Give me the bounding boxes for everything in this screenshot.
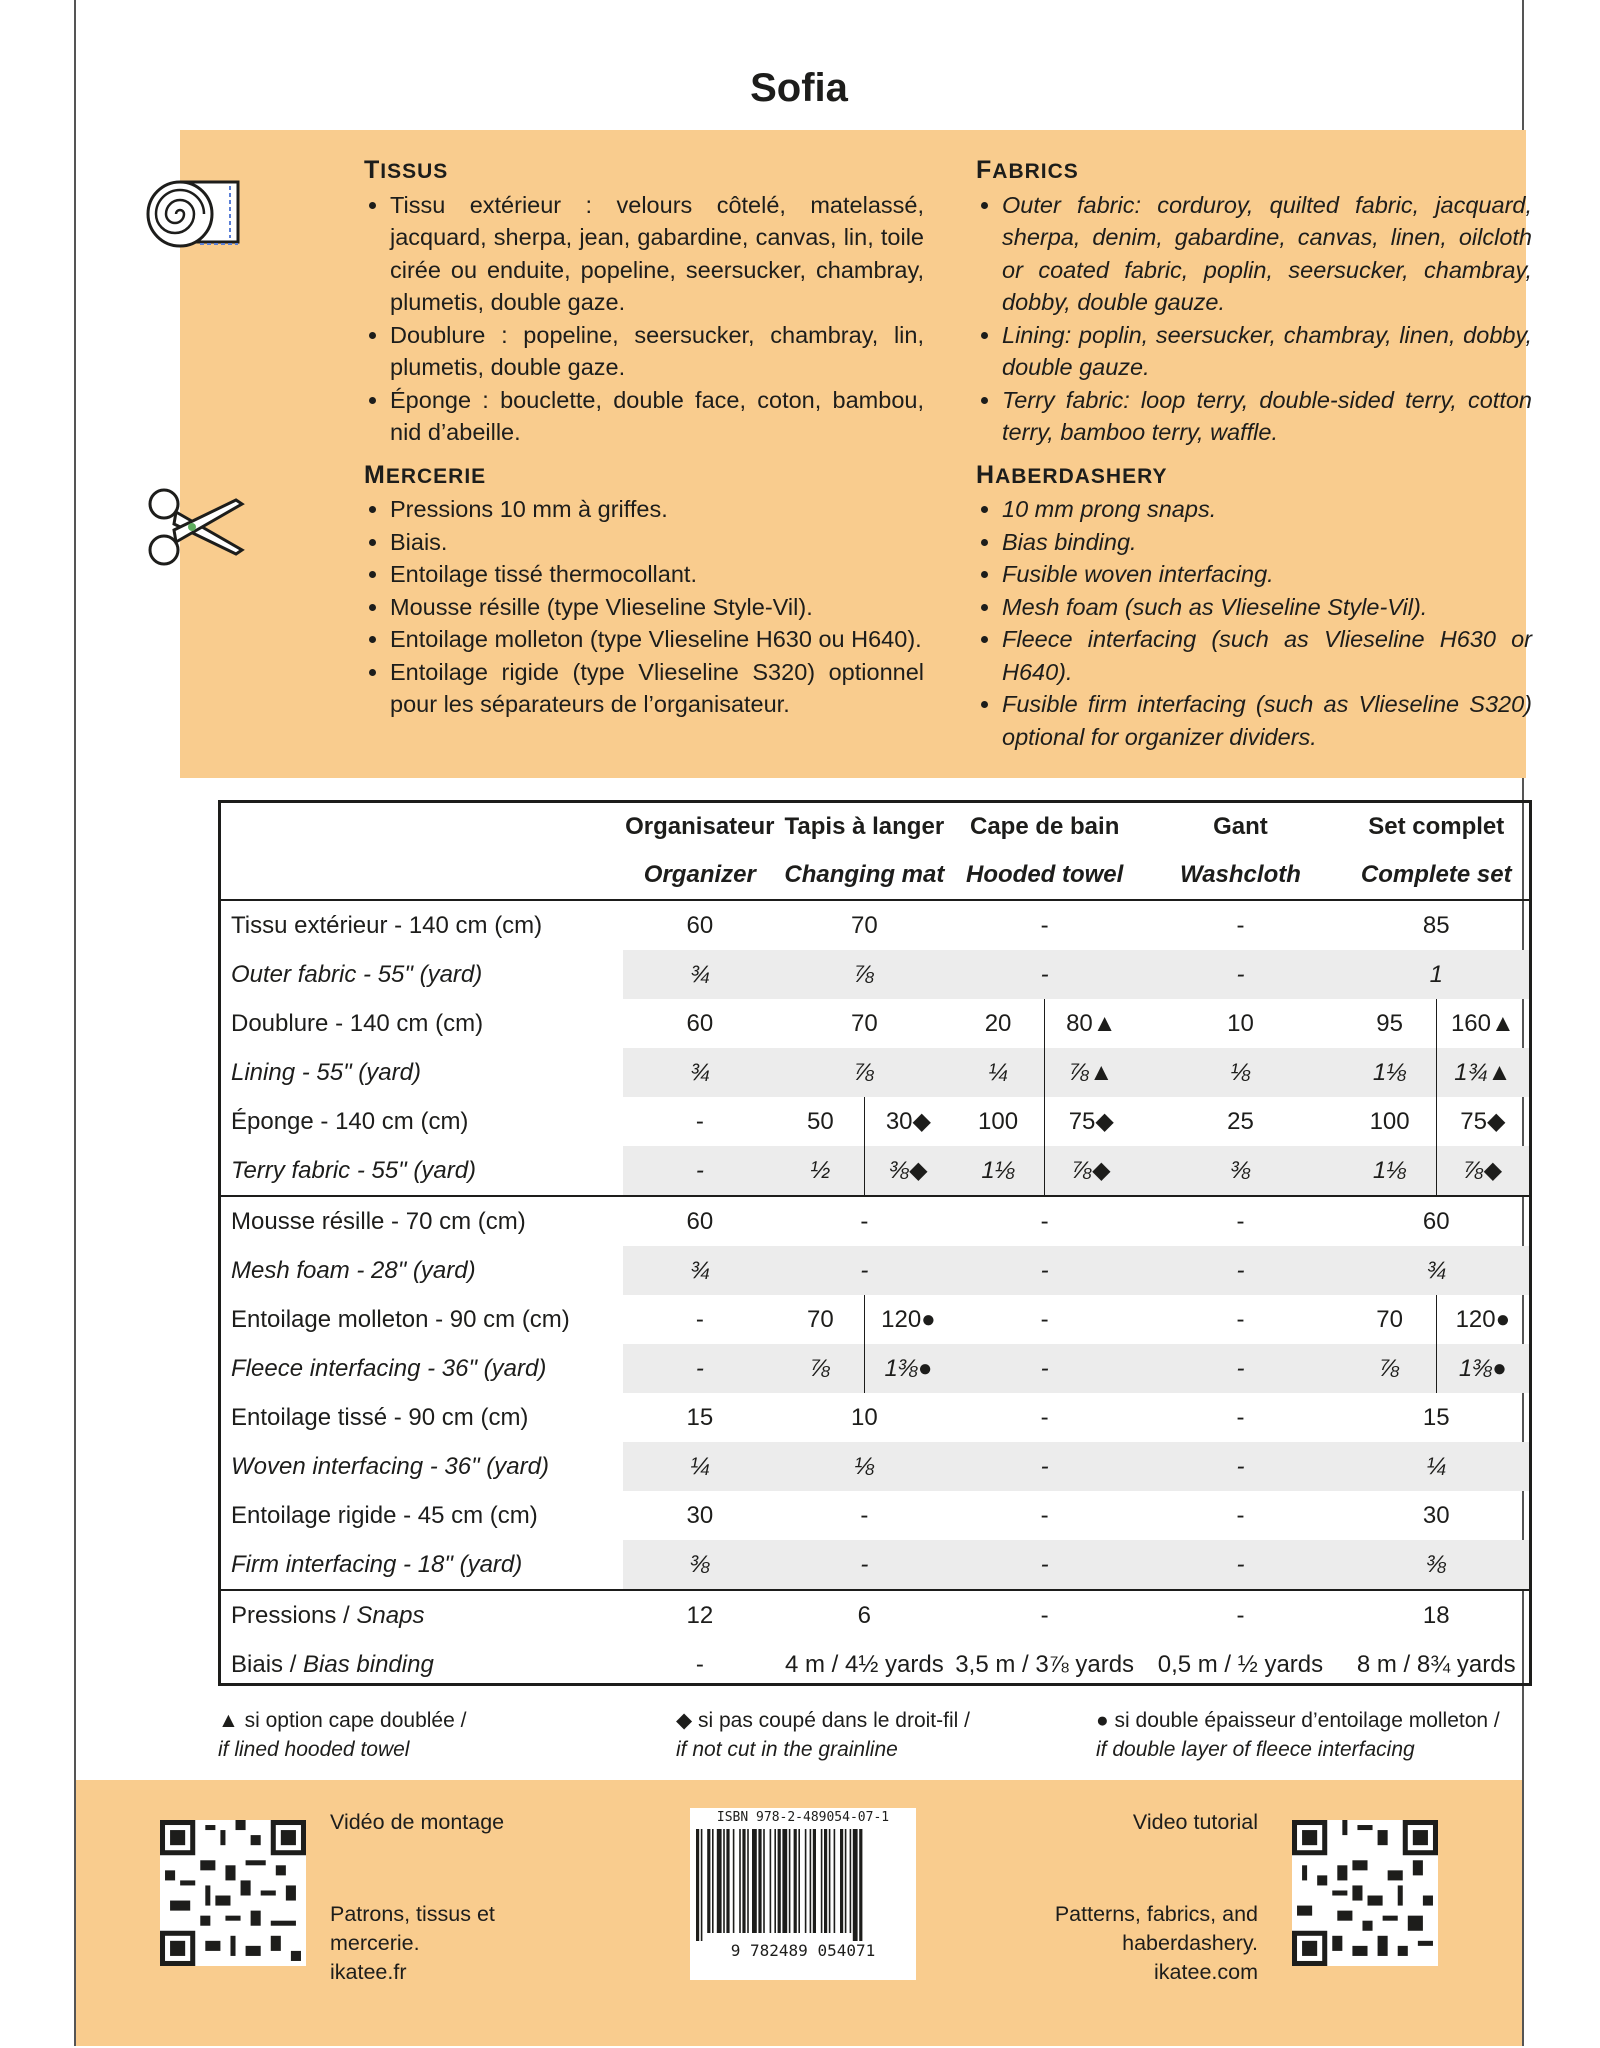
table-cell: 70 xyxy=(806,1305,834,1333)
table-cell: 3,5 m / 3⅞ yards xyxy=(955,1650,1135,1678)
scissors-icon xyxy=(146,484,246,570)
table-cell: - xyxy=(1040,1501,1049,1529)
barcode-bar xyxy=(726,1829,729,1933)
list-item: • Mousse résille (type Vlieseline Style-Vil). xyxy=(390,591,924,624)
table-cell: ¾ xyxy=(1343,1246,1529,1295)
barcode-number: 9 782489 054071 xyxy=(730,1941,876,1960)
table-cell: - xyxy=(623,1146,777,1196)
table-cell: 75◆ xyxy=(1045,1097,1138,1146)
table-cell: - xyxy=(952,1442,1137,1491)
table-row xyxy=(221,1640,1529,1689)
barcode-bar xyxy=(707,1829,710,1933)
column-header: Gant xyxy=(1213,813,1268,840)
table-cell: 50 xyxy=(806,1107,834,1135)
barcode-bar xyxy=(712,1829,714,1933)
footnote-fr: ● si double épaisseur d’entoilage molleton / xyxy=(1096,1709,1500,1732)
footnote-en: if lined hooded towel xyxy=(218,1738,410,1761)
table-cell: 15 xyxy=(1422,1403,1450,1431)
table-cell: - xyxy=(1236,1501,1245,1529)
barcode-bar xyxy=(701,1829,703,1941)
table-cell: - xyxy=(1137,1442,1343,1491)
list-item: • Biais. xyxy=(390,526,924,559)
shop-label-fr: Patrons, tissus et mercerie. xyxy=(330,1902,495,1955)
row-label: Entoilage rigide - 45 cm (cm) xyxy=(231,1501,538,1529)
table-row xyxy=(221,1146,1529,1196)
table-cell: - xyxy=(1236,1403,1245,1431)
table-row xyxy=(221,999,1529,1048)
table-row xyxy=(221,1048,1529,1097)
table-row xyxy=(221,1393,1529,1442)
table-cell: ⅞◆ xyxy=(1436,1146,1529,1196)
table-cell: ⅞ xyxy=(777,1048,952,1097)
table-cell: 120● xyxy=(864,1295,952,1344)
column-header: Complete set xyxy=(1343,851,1529,900)
table-cell: - xyxy=(1137,1344,1343,1393)
table-cell: - xyxy=(1040,911,1049,939)
table-cell: 160▲ xyxy=(1436,999,1529,1048)
footnote-lined xyxy=(218,1706,466,1764)
row-label: Mesh foam - 28" (yard) xyxy=(221,1246,623,1295)
column-header: Hooded towel xyxy=(952,851,1137,900)
column-header: Cape de bain xyxy=(969,813,1120,840)
table-cell: ¼ xyxy=(623,1442,777,1491)
table-cell: - xyxy=(952,1196,1137,1246)
table-cell: 70 xyxy=(1376,1305,1403,1333)
table-row xyxy=(221,1295,1529,1344)
barcode-bar xyxy=(853,1829,858,1941)
table-cell: ⅞ xyxy=(1343,1344,1436,1393)
notions-fr-heading: MERCERIE xyxy=(364,460,487,489)
table-row xyxy=(221,1442,1529,1491)
table-cell: 80▲ xyxy=(1045,999,1138,1048)
pattern-back-cover xyxy=(74,0,1532,2046)
table-cell: ¾ xyxy=(623,950,777,999)
row-label: Woven interfacing - 36" (yard) xyxy=(221,1442,623,1491)
row-label-fr: Pressions / xyxy=(231,1601,357,1629)
barcode-bar xyxy=(747,1829,749,1933)
table-cell: ⅞ xyxy=(777,950,952,999)
list-item: • Entoilage rigide (type Vlieseline S320) optionnel pour les séparateurs de l’organisateur. xyxy=(390,656,924,721)
notions-en-list xyxy=(976,493,1532,753)
barcode-bar xyxy=(733,1829,735,1933)
list-item: • Fleece interfacing (such as Vlieseline H630 or H640). xyxy=(1002,623,1532,688)
table-cell: ⅞ xyxy=(777,1344,865,1393)
table-cell: ¾ xyxy=(623,1048,777,1097)
table-cell: - xyxy=(1040,1403,1049,1431)
row-label-en: Snaps xyxy=(356,1601,425,1629)
table-cell: - xyxy=(1137,1540,1343,1590)
list-item: • Fusible woven interfacing. xyxy=(1002,558,1532,591)
table-cell: ⅞◆ xyxy=(1045,1146,1138,1196)
table-cell: 15 xyxy=(686,1403,714,1431)
row-label: Tissu extérieur - 140 cm (cm) xyxy=(231,911,543,939)
table-row xyxy=(221,1246,1529,1295)
table-cell: 18 xyxy=(1343,1590,1529,1640)
table-cell: ⅜ xyxy=(623,1540,777,1590)
table-cell: - xyxy=(1236,1305,1245,1333)
barcode-bar xyxy=(752,1829,757,1933)
table-cell: ⅞▲ xyxy=(1045,1048,1138,1097)
fabrics-fr-list xyxy=(364,189,924,449)
barcode-bar xyxy=(739,1829,741,1933)
barcode-bar xyxy=(850,1829,852,1933)
table-cell: 1⅛ xyxy=(1343,1146,1436,1196)
table-cell: - xyxy=(860,1501,869,1529)
list-item: • Bias binding. xyxy=(1002,526,1532,559)
row-label: Entoilage molleton - 90 cm (cm) xyxy=(231,1305,570,1333)
table-cell: 70 xyxy=(851,911,878,939)
fabrics-en-heading: FABRICS xyxy=(976,156,1079,184)
table-cell: 0,5 m / ½ yards xyxy=(1157,1650,1324,1678)
isbn-text: ISBN 978-2-489054-07-1 xyxy=(716,1810,890,1825)
table-cell: 75◆ xyxy=(1436,1097,1529,1146)
table-cell: 30 xyxy=(1422,1501,1450,1529)
fabrics-en-list xyxy=(976,189,1532,449)
row-label: Éponge - 140 cm (cm) xyxy=(231,1107,469,1135)
shop-label-en: Patterns, fabrics, and haberdashery. xyxy=(1054,1902,1258,1955)
barcode-bar xyxy=(794,1829,797,1933)
qr-code-icon[interactable] xyxy=(160,1820,306,1966)
table-cell: 8 m / 8¾ yards xyxy=(1356,1650,1516,1678)
materials-en xyxy=(976,154,1532,763)
table-cell: 20 xyxy=(984,1009,1012,1037)
row-label xyxy=(221,1590,623,1640)
barcode-bar xyxy=(805,1829,807,1933)
table-cell: ¼ xyxy=(1343,1442,1529,1491)
barcode-bar xyxy=(758,1829,761,1933)
barcode-bar xyxy=(798,1829,800,1933)
table-row xyxy=(221,1540,1529,1590)
row-label xyxy=(221,1640,623,1689)
table-cell: 10 xyxy=(851,1403,878,1431)
table-row xyxy=(221,900,1529,950)
table-cell: - xyxy=(952,1246,1137,1295)
notions-fr-list xyxy=(364,493,924,721)
row-label: Firm interfacing - 18" (yard) xyxy=(221,1540,623,1590)
barcode-bar xyxy=(810,1829,812,1933)
table-cell: - xyxy=(1137,950,1343,999)
table-cell: - xyxy=(695,1305,704,1333)
barcode-bar xyxy=(778,1829,781,1933)
table-cell: 30◆ xyxy=(864,1097,952,1146)
barcode-bar xyxy=(834,1829,836,1933)
table-row xyxy=(221,1590,1529,1640)
list-item: • Pressions 10 mm à griffes. xyxy=(390,493,924,526)
row-label: Outer fabric - 55" (yard) xyxy=(221,950,623,999)
table-cell: 1⅜● xyxy=(1436,1344,1529,1393)
table-cell: - xyxy=(1137,1590,1343,1640)
list-item: • Entoilage tissé thermocollant. xyxy=(390,558,924,591)
list-item: • Mesh foam (such as Vlieseline Style-Vil). xyxy=(1002,591,1532,624)
table-cell: 1⅛ xyxy=(952,1146,1045,1196)
footnote-fr: ◆ si pas coupé dans le droit-fil / xyxy=(676,1709,970,1732)
table-cell: ¾ xyxy=(623,1246,777,1295)
list-item: • Doublure : popeline, seersucker, chambray, lin, plumetis, double gaze. xyxy=(390,319,924,384)
barcode-bar xyxy=(821,1829,823,1933)
table-cell: - xyxy=(1236,911,1245,939)
list-item: • 10 mm prong snaps. xyxy=(1002,493,1532,526)
table-cell: 1⅜● xyxy=(864,1344,952,1393)
video-label-en: Video tutorial xyxy=(1132,1810,1258,1834)
table-cell: - xyxy=(1137,1196,1343,1246)
notions-en-heading: HABERDASHERY xyxy=(976,460,1168,489)
barcode-bar xyxy=(824,1829,827,1933)
fabrics-fr-heading: TISSUS xyxy=(364,156,449,184)
footnote-fleece xyxy=(1096,1706,1500,1764)
barcode-bar xyxy=(717,1829,722,1933)
row-label: Doublure - 140 cm (cm) xyxy=(231,1009,484,1037)
table-cell: - xyxy=(777,1540,952,1590)
column-header: Organisateur xyxy=(625,813,775,840)
yardage-table xyxy=(218,800,1532,1686)
table-cell: - xyxy=(952,1344,1137,1393)
column-header: Changing mat xyxy=(777,851,952,900)
table-cell: ⅜◆ xyxy=(864,1146,952,1196)
table-cell: - xyxy=(952,1540,1137,1590)
video-label-fr: Vidéo de montage xyxy=(330,1810,505,1834)
list-item: • Lining: poplin, seersucker, chambray, linen, dobby, double gauze. xyxy=(1002,319,1532,384)
table-cell: 4 m / 4½ yards xyxy=(784,1650,944,1678)
list-item: • Fusible firm interfacing (such as Vlieseline S320) optional for organizer dividers. xyxy=(1002,688,1532,753)
table-row xyxy=(221,1097,1529,1146)
table-cell: - xyxy=(1040,1305,1049,1333)
table-cell: - xyxy=(777,1196,952,1246)
list-item: • Terry fabric: loop terry, double-sided terry, cotton terry, bamboo terry, waffle. xyxy=(1002,384,1532,449)
footer-band xyxy=(76,1780,1522,2046)
table-cell: 85 xyxy=(1422,911,1450,939)
barcode-bar xyxy=(859,1829,862,1941)
table-cell: - xyxy=(695,1107,704,1135)
table-cell: 30 xyxy=(686,1501,714,1529)
table-cell: - xyxy=(777,1246,952,1295)
row-label-en: Bias binding xyxy=(303,1650,434,1678)
table-cell: ⅜ xyxy=(1137,1146,1343,1196)
isbn-barcode xyxy=(690,1808,916,1980)
table-cell: 10 xyxy=(1227,1009,1254,1037)
table-row xyxy=(221,1344,1529,1393)
table-cell: ⅛ xyxy=(1137,1048,1343,1097)
table-cell: 60 xyxy=(623,1196,777,1246)
table-cell: 60 xyxy=(686,1009,714,1037)
row-label-fr: Biais / xyxy=(231,1650,304,1678)
table-cell: 1⅛ xyxy=(1343,1048,1436,1097)
table-header-fr xyxy=(221,803,1529,851)
table-cell: 6 xyxy=(777,1590,952,1640)
materials-fr xyxy=(364,154,924,731)
table-row xyxy=(221,1491,1529,1540)
barcode-bar xyxy=(723,1829,725,1933)
fabric-roll-icon xyxy=(140,172,250,262)
table-row xyxy=(221,1196,1529,1246)
table-cell: 25 xyxy=(1227,1107,1254,1135)
table-cell: - xyxy=(695,1650,704,1678)
table-header-en xyxy=(221,851,1529,900)
barcode-bar xyxy=(742,1829,745,1933)
footnote-en: if not cut in the grainline xyxy=(676,1738,898,1761)
table-cell: - xyxy=(623,1344,777,1393)
table-cell: 60 xyxy=(686,911,714,939)
barcode-bar xyxy=(840,1829,843,1933)
table-cell: 120● xyxy=(1436,1295,1529,1344)
table-row xyxy=(221,950,1529,999)
table-cell: - xyxy=(952,1590,1137,1640)
table-cell: 60 xyxy=(1343,1196,1529,1246)
barcode-bar xyxy=(763,1829,765,1933)
barcode-bar xyxy=(789,1829,791,1933)
table-cell: 1 xyxy=(1343,950,1529,999)
row-label: Lining - 55" (yard) xyxy=(221,1048,623,1097)
table-cell: ⅜ xyxy=(1343,1540,1529,1590)
table-cell: 12 xyxy=(623,1590,777,1640)
site-fr-link[interactable]: ikatee.fr xyxy=(330,1960,407,1984)
table-cell: - xyxy=(952,950,1137,999)
row-label: Terry fabric - 55" (yard) xyxy=(221,1146,623,1196)
column-header: Set complet xyxy=(1368,813,1505,840)
barcode-bar xyxy=(774,1829,776,1933)
site-en-link[interactable]: ikatee.com xyxy=(1154,1960,1258,1984)
barcode-bar xyxy=(813,1829,816,1933)
barcode-bar xyxy=(782,1829,787,1933)
table-cell: ¼ xyxy=(952,1048,1045,1097)
list-item: • Entoilage molleton (type Vlieseline H630 ou H640). xyxy=(390,623,924,656)
list-item: • Tissu extérieur : velours côtelé, matelassé, jacquard, sherpa, jean, gabardine, canvas, lin, toile cirée ou enduite, popeline, seersucker, chambray, plumetis, double gaze. xyxy=(390,189,924,319)
row-label: Mousse résille - 70 cm (cm) xyxy=(221,1196,623,1246)
qr-code-icon[interactable] xyxy=(1292,1820,1438,1966)
row-label: Entoilage tissé - 90 cm (cm) xyxy=(231,1403,529,1431)
table-cell: ½ xyxy=(777,1146,865,1196)
table-cell: ⅛ xyxy=(777,1442,952,1491)
table-cell: 95 xyxy=(1376,1009,1403,1037)
table-cell: 70 xyxy=(851,1009,878,1037)
barcode-bar xyxy=(770,1829,772,1933)
column-header: Washcloth xyxy=(1137,851,1343,900)
column-header: Organizer xyxy=(623,851,777,900)
table-cell: 1¾▲ xyxy=(1436,1048,1529,1097)
list-item: • Outer fabric: corduroy, quilted fabric, jacquard, sherpa, denim, gabardine, canvas, linen, oilcloth or coated fabric, poplin, seersucker, chambray, dobby, double gauze. xyxy=(1002,189,1532,319)
footnote-fr: ▲ si option cape doublée / xyxy=(218,1709,467,1732)
list-item: • Éponge : bouclette, double face, coton, bambou, nid d’abeille. xyxy=(390,384,924,449)
barcode-bar xyxy=(845,1829,847,1933)
barcode-bar xyxy=(696,1829,699,1941)
barcode-bar xyxy=(829,1829,831,1933)
footnote-en: if double layer of fleece interfacing xyxy=(1096,1738,1415,1761)
table-cell: 100 xyxy=(978,1107,1019,1135)
footnote-grainline xyxy=(676,1706,970,1764)
row-label: Fleece interfacing - 36" (yard) xyxy=(221,1344,623,1393)
page-title: Sofia xyxy=(750,66,848,110)
table-cell: - xyxy=(1137,1246,1343,1295)
table-cell: 100 xyxy=(1369,1107,1410,1135)
barcode-icon xyxy=(690,1825,916,1945)
column-header: Tapis à langer xyxy=(784,813,945,840)
